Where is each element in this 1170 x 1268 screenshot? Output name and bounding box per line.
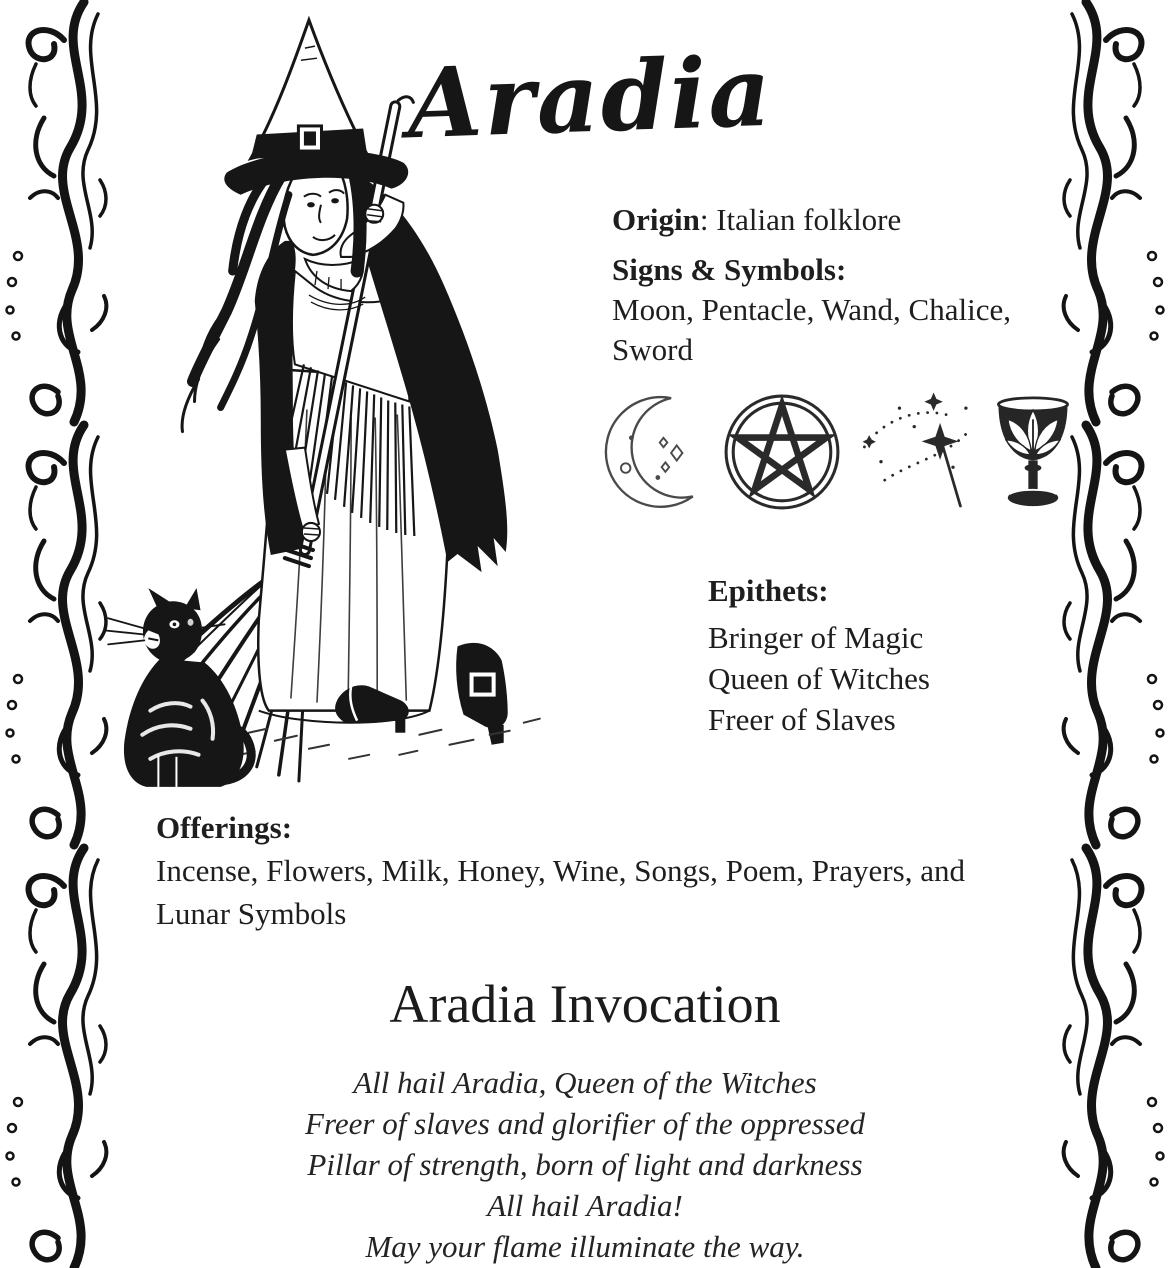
offerings-label: Offerings: xyxy=(156,810,293,845)
invocation-line: Pillar of strength, born of light and darkness xyxy=(307,1147,863,1182)
invocation-line: Freer of slaves and glorifier of the oppressed xyxy=(305,1106,865,1141)
origin-value: : Italian folklore xyxy=(699,202,902,237)
invocation-line: May your flame illuminate the way. xyxy=(365,1229,805,1264)
signs-row xyxy=(612,250,1082,370)
crescent-moon-icon xyxy=(603,388,707,516)
offerings-block xyxy=(156,806,1036,935)
invocation-line: All hail Aradia! xyxy=(487,1188,683,1223)
invocation-title: Aradia Invocation xyxy=(389,974,781,1034)
signs-label: Signs & Symbols: xyxy=(612,252,847,287)
symbols-row xyxy=(603,384,1073,520)
pentacle-icon xyxy=(721,391,843,513)
signs-value: Moon, Pentacle, Wand, Chalice, Sword xyxy=(612,292,1011,367)
epithet-item: Freer of Slaves xyxy=(708,702,896,737)
epithets-block xyxy=(708,570,1048,740)
ornamental-border-right xyxy=(1052,0,1170,1268)
black-cat xyxy=(104,588,251,787)
origin-label: Origin xyxy=(612,202,700,237)
info-column xyxy=(612,200,1082,380)
epithet-item: Queen of Witches xyxy=(708,661,930,696)
offerings-value: Incense, Flowers, Milk, Honey, Wine, Songs, Poem, Prayers, and Lunar Symbols xyxy=(156,853,965,931)
invocation-line: All hail Aradia, Queen of the Witches xyxy=(353,1065,817,1100)
origin-row xyxy=(612,200,1082,240)
invocation-section xyxy=(120,972,1050,1267)
magic-wand-icon xyxy=(857,388,977,516)
epithet-item: Bringer of Magic xyxy=(708,620,924,655)
chalice-icon xyxy=(991,388,1075,516)
page-title: Aradia xyxy=(405,34,775,161)
epithets-label: Epithets: xyxy=(708,573,829,608)
